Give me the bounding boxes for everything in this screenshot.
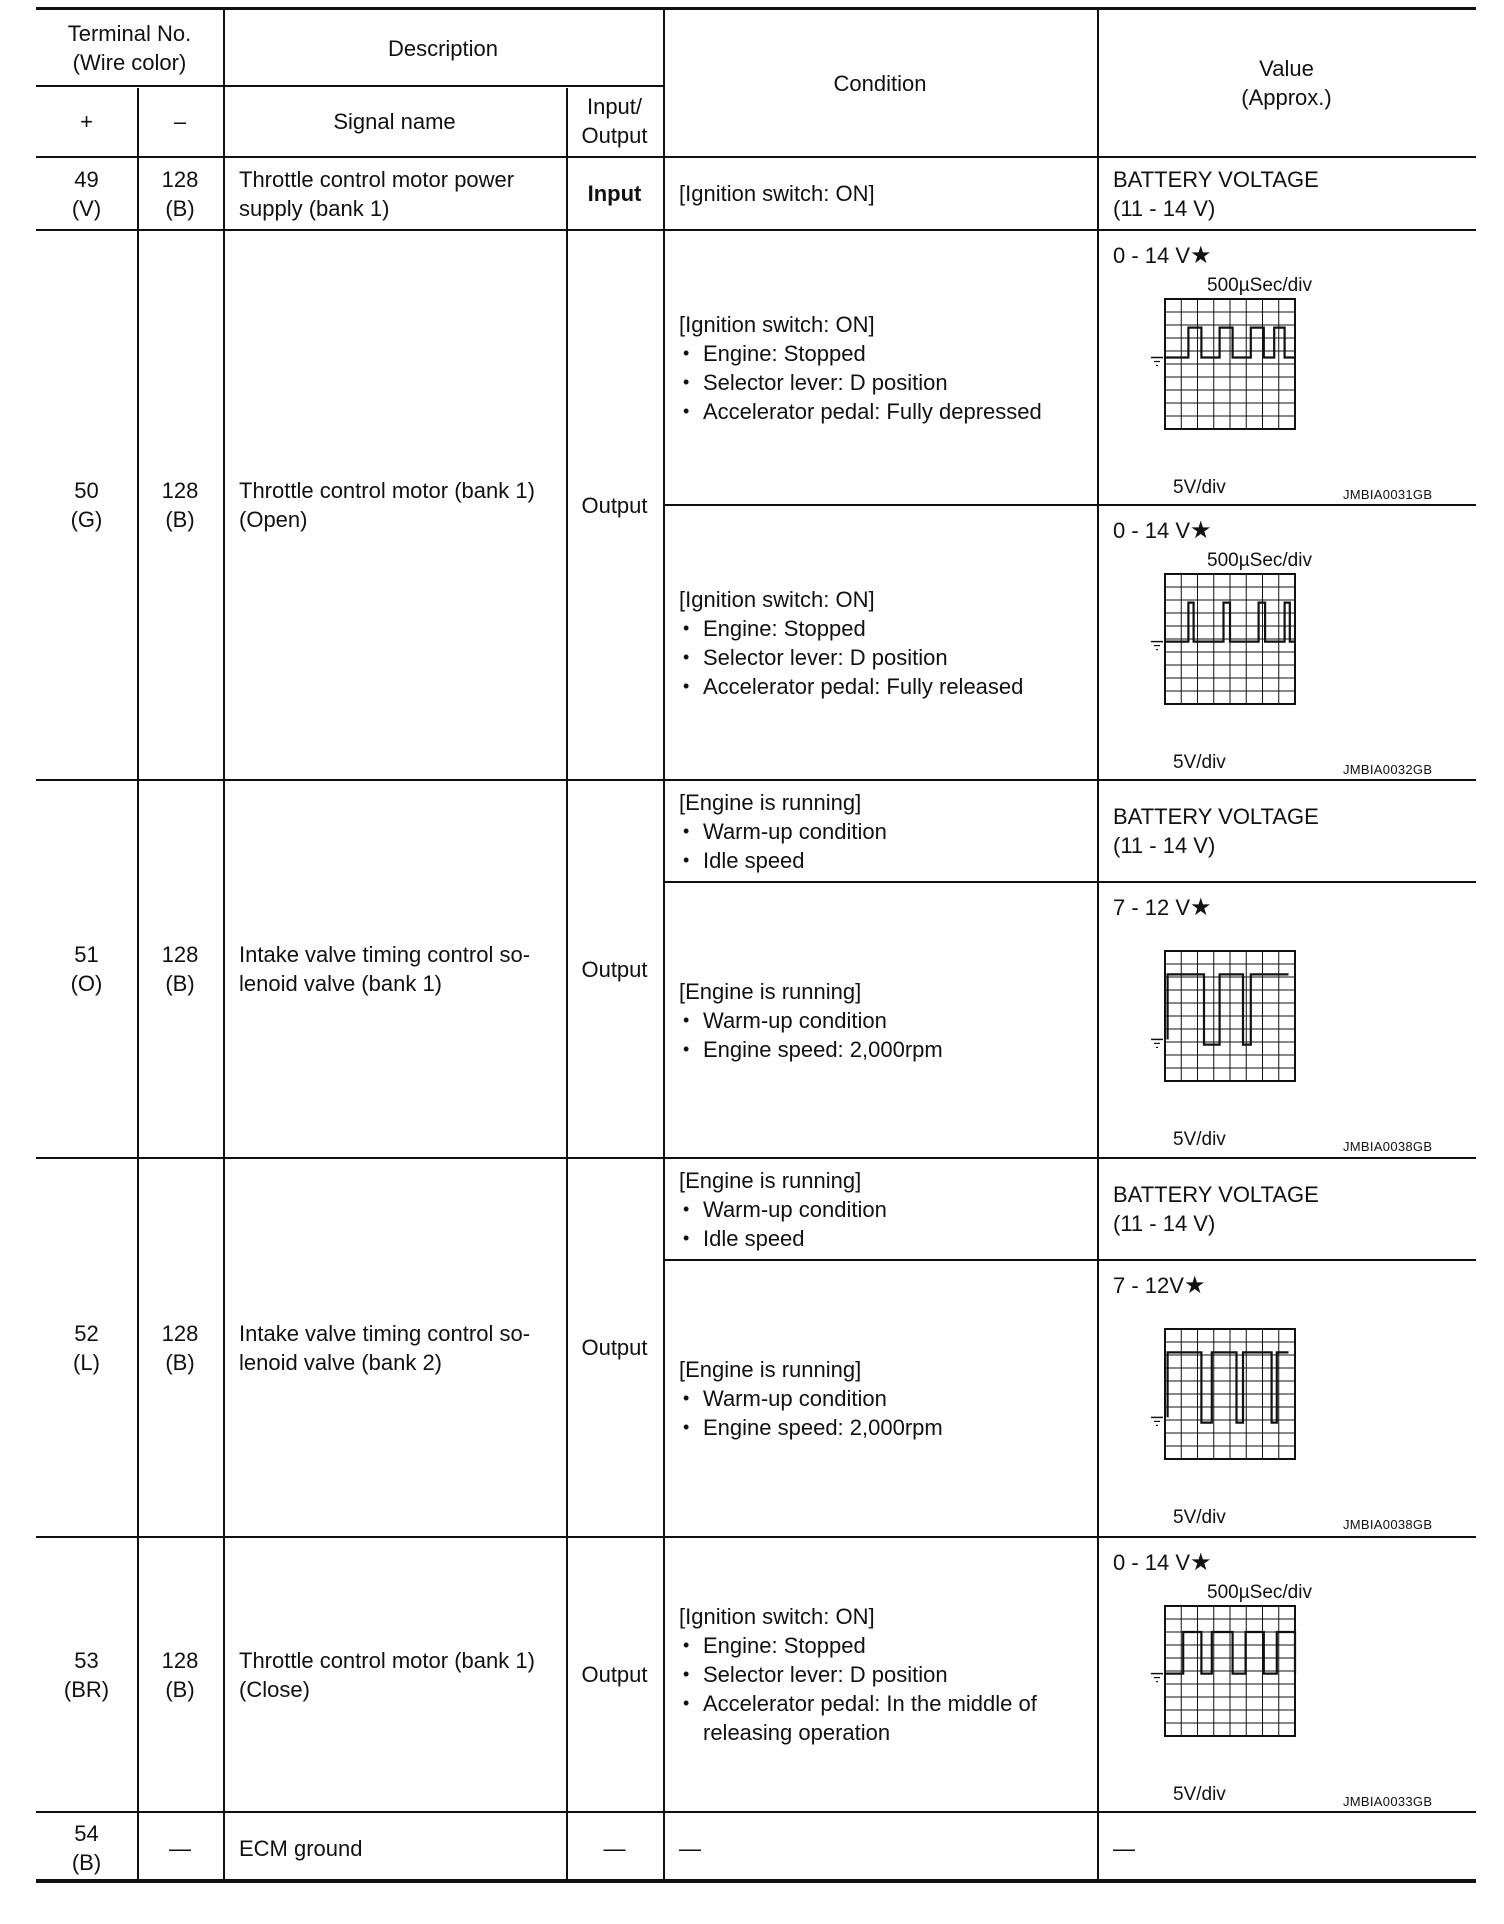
header-description: Description [387, 35, 499, 61]
voltage-range: 0 - 14 V [1113, 1550, 1191, 1575]
row-53-plus [36, 1538, 137, 1811]
wire-color: (BR) [63, 1676, 110, 1702]
row-54-minus: — [169, 1835, 191, 1861]
terminal-number: 128 [161, 942, 199, 967]
row-53-minus [137, 1538, 223, 1811]
condition-bullet: • Engine speed: 2,000rpm [679, 1413, 1097, 1442]
condition-bullet: • Warm-up condition [679, 1384, 1097, 1413]
terminal-number: 53 [74, 1647, 99, 1673]
wire-color: (O) [70, 971, 103, 996]
figure-id: JMBIA0033GB [1343, 1794, 1433, 1809]
row-52-plus [36, 1159, 137, 1536]
value-line1: BATTERY VOLTAGE [1113, 1182, 1319, 1207]
terminal-number: 128 [161, 1647, 199, 1673]
condition-title: [Engine is running] [679, 978, 862, 1004]
scale-label: 5V/div [1173, 1784, 1226, 1805]
terminal-number: 49 [74, 166, 99, 192]
timebase-label: 500µSec/div [1207, 1582, 1312, 1603]
value-line1: BATTERY VOLTAGE [1113, 804, 1319, 829]
value-line2: (11 - 14 V) [1113, 833, 1216, 858]
terminal-number: 128 [161, 166, 199, 192]
terminal-number: 50 [74, 478, 99, 503]
voltage-range: 0 - 14 V [1113, 243, 1191, 268]
terminal-number: 51 [74, 942, 99, 967]
wire-color: (B) [165, 195, 195, 221]
row-50-signal [223, 231, 566, 779]
signal-name-line2: (Close) [239, 1676, 310, 1702]
terminal-table [36, 7, 1476, 1883]
row-51-minus [137, 781, 223, 1157]
row-49-value [1097, 158, 1476, 229]
row-49-plus [36, 158, 137, 229]
scale-label: 5V/div [1173, 1507, 1226, 1528]
row-52-io: Output [581, 1335, 648, 1360]
scale-label: 5V/div [1173, 752, 1226, 773]
condition-bullet: • Engine: Stopped [679, 339, 1097, 368]
header-minus: – [173, 108, 187, 134]
condition-title: [Ignition switch: ON] [679, 586, 875, 612]
voltage-range: 0 - 14 V [1113, 518, 1191, 543]
waveform-scope [1145, 1325, 1311, 1491]
condition-title: [Ignition switch: ON] [679, 1604, 875, 1629]
row-49-condition: [Ignition switch: ON] [679, 181, 875, 206]
row-54-value: — [1113, 1835, 1135, 1861]
header-terminal [36, 10, 223, 86]
condition-bullet: • Idle speed [679, 846, 1097, 875]
signal-name-line2: lenoid valve (bank 2) [239, 1349, 443, 1375]
condition-bullet: • Warm-up condition [679, 1006, 1097, 1035]
condition-bullet: • Accelerator pedal: In the middle of releasing operation [679, 1689, 1083, 1747]
timebase-label: 500µSec/div [1207, 550, 1312, 571]
header-signal-name: Signal name [333, 108, 456, 134]
wire-color: (B) [165, 971, 195, 996]
row-49-signal [223, 158, 566, 229]
signal-name-line1: Throttle control motor (bank 1) [239, 1647, 535, 1673]
terminal-number: 128 [161, 478, 199, 503]
row-51-plus [36, 781, 137, 1157]
row-52-minus [137, 1159, 223, 1536]
row-51-signal [223, 781, 566, 1157]
star-icon: ★ [1190, 517, 1212, 544]
row-49-minus [137, 158, 223, 229]
waveform-scope [1145, 1602, 1311, 1768]
star-icon: ★ [1190, 242, 1212, 269]
waveform-scope [1145, 295, 1311, 461]
row-50-io: Output [581, 492, 648, 518]
signal-name-line2: lenoid valve (bank 1) [239, 971, 443, 996]
wire-color: (G) [70, 507, 103, 532]
condition-title: [Engine is running] [679, 1357, 862, 1382]
row-53-io: Output [581, 1662, 648, 1687]
condition-bullet: • Engine: Stopped [679, 614, 1097, 643]
signal-name-line2: supply (bank 1) [239, 195, 390, 221]
header-wire-color-label: (Wire color) [72, 50, 187, 75]
row-50b-condition [663, 506, 1097, 779]
wire-color: (B) [165, 1349, 195, 1375]
terminal-number: 54 [74, 1821, 99, 1846]
wire-color: (B) [71, 1850, 102, 1875]
waveform-scope [1145, 570, 1311, 736]
condition-bullet: • Selector lever: D position [679, 643, 1097, 672]
condition-bullet: • Warm-up condition [679, 817, 1097, 846]
signal-name-line1: Throttle control motor power [239, 166, 515, 192]
condition-bullet: • Engine: Stopped [679, 1631, 1083, 1660]
condition-title: [Engine is running] [679, 1167, 862, 1193]
wire-color: (B) [165, 1676, 195, 1702]
header-input-output [566, 86, 663, 156]
header-condition: Condition [833, 70, 927, 96]
row-51a-value [1097, 781, 1476, 881]
row-50a-condition [663, 231, 1097, 504]
condition-bullet: • Idle speed [679, 1224, 1097, 1253]
timebase-label: 500µSec/div [1207, 275, 1312, 296]
row-54-io: — [603, 1835, 626, 1861]
wire-color: (B) [165, 507, 195, 532]
figure-id: JMBIA0038GB [1343, 1517, 1433, 1532]
row-50-minus [137, 231, 223, 779]
star-icon: ★ [1190, 894, 1212, 921]
row-51-io: Output [581, 956, 648, 982]
figure-id: JMBIA0031GB [1343, 487, 1433, 502]
value-line2: (11 - 14 V) [1113, 195, 1216, 221]
terminal-number: 52 [74, 1320, 99, 1346]
row-50-plus [36, 231, 137, 779]
row-51b-condition [663, 883, 1097, 1157]
header-value-line2: (Approx.) [1241, 85, 1332, 110]
row-52b-value [1097, 1261, 1476, 1536]
waveform-scope [1145, 947, 1311, 1113]
row-54-signal: ECM ground [239, 1835, 363, 1861]
scale-label: 5V/div [1173, 1129, 1226, 1150]
row-52b-condition [663, 1261, 1097, 1536]
voltage-range: 7 - 12V [1113, 1273, 1184, 1298]
header-io-line2: Output [581, 123, 648, 148]
voltage-range: 7 - 12 V [1113, 895, 1191, 920]
condition-bullet: • Accelerator pedal: Fully depressed [679, 397, 1097, 426]
signal-name-line2: (Open) [239, 507, 308, 532]
header-value-line1: Value [1259, 56, 1314, 81]
row-51b-value [1097, 883, 1476, 1157]
star-icon: ★ [1190, 1549, 1212, 1576]
value-line1: BATTERY VOLTAGE [1113, 166, 1319, 192]
row-52a-value [1097, 1159, 1476, 1259]
scale-label: 5V/div [1173, 477, 1226, 498]
terminal-number: 128 [161, 1320, 199, 1346]
row-52-signal [223, 1159, 566, 1536]
condition-bullet: • Engine speed: 2,000rpm [679, 1035, 1097, 1064]
condition-bullet: • Warm-up condition [679, 1195, 1097, 1224]
signal-name-line1: Intake valve timing control so- [239, 1320, 531, 1346]
row-50a-value [1097, 231, 1476, 504]
value-line2: (11 - 14 V) [1113, 1211, 1216, 1236]
row-53-value [1097, 1538, 1476, 1811]
condition-bullet: • Selector lever: D position [679, 368, 1097, 397]
row-51a-condition [663, 781, 1097, 881]
header-io-line1: Input/ [586, 94, 643, 119]
row-50b-value [1097, 506, 1476, 779]
signal-name-line1: Throttle control motor (bank 1) [239, 478, 535, 503]
row-54-condition: — [679, 1835, 701, 1861]
figure-id: JMBIA0038GB [1343, 1139, 1433, 1154]
row-53-signal [223, 1538, 566, 1811]
condition-title: [Ignition switch: ON] [679, 311, 875, 337]
header-plus: + [80, 108, 93, 134]
star-icon: ★ [1183, 1272, 1206, 1299]
signal-name-line1: Intake valve timing control so- [239, 942, 531, 967]
row-53-condition [663, 1538, 1097, 1811]
condition-bullet: • Accelerator pedal: Fully released [679, 672, 1097, 701]
header-value [1097, 10, 1476, 156]
condition-title: [Engine is running] [679, 789, 862, 815]
wire-color: (V) [71, 195, 102, 221]
condition-bullet: • Selector lever: D position [679, 1660, 1083, 1689]
row-49-io: Input [587, 181, 642, 206]
wire-color: (L) [73, 1349, 100, 1375]
row-54-plus [36, 1813, 137, 1883]
header-terminal-label: Terminal No. [67, 21, 192, 46]
figure-id: JMBIA0032GB [1343, 762, 1433, 777]
row-52a-condition [663, 1159, 1097, 1259]
